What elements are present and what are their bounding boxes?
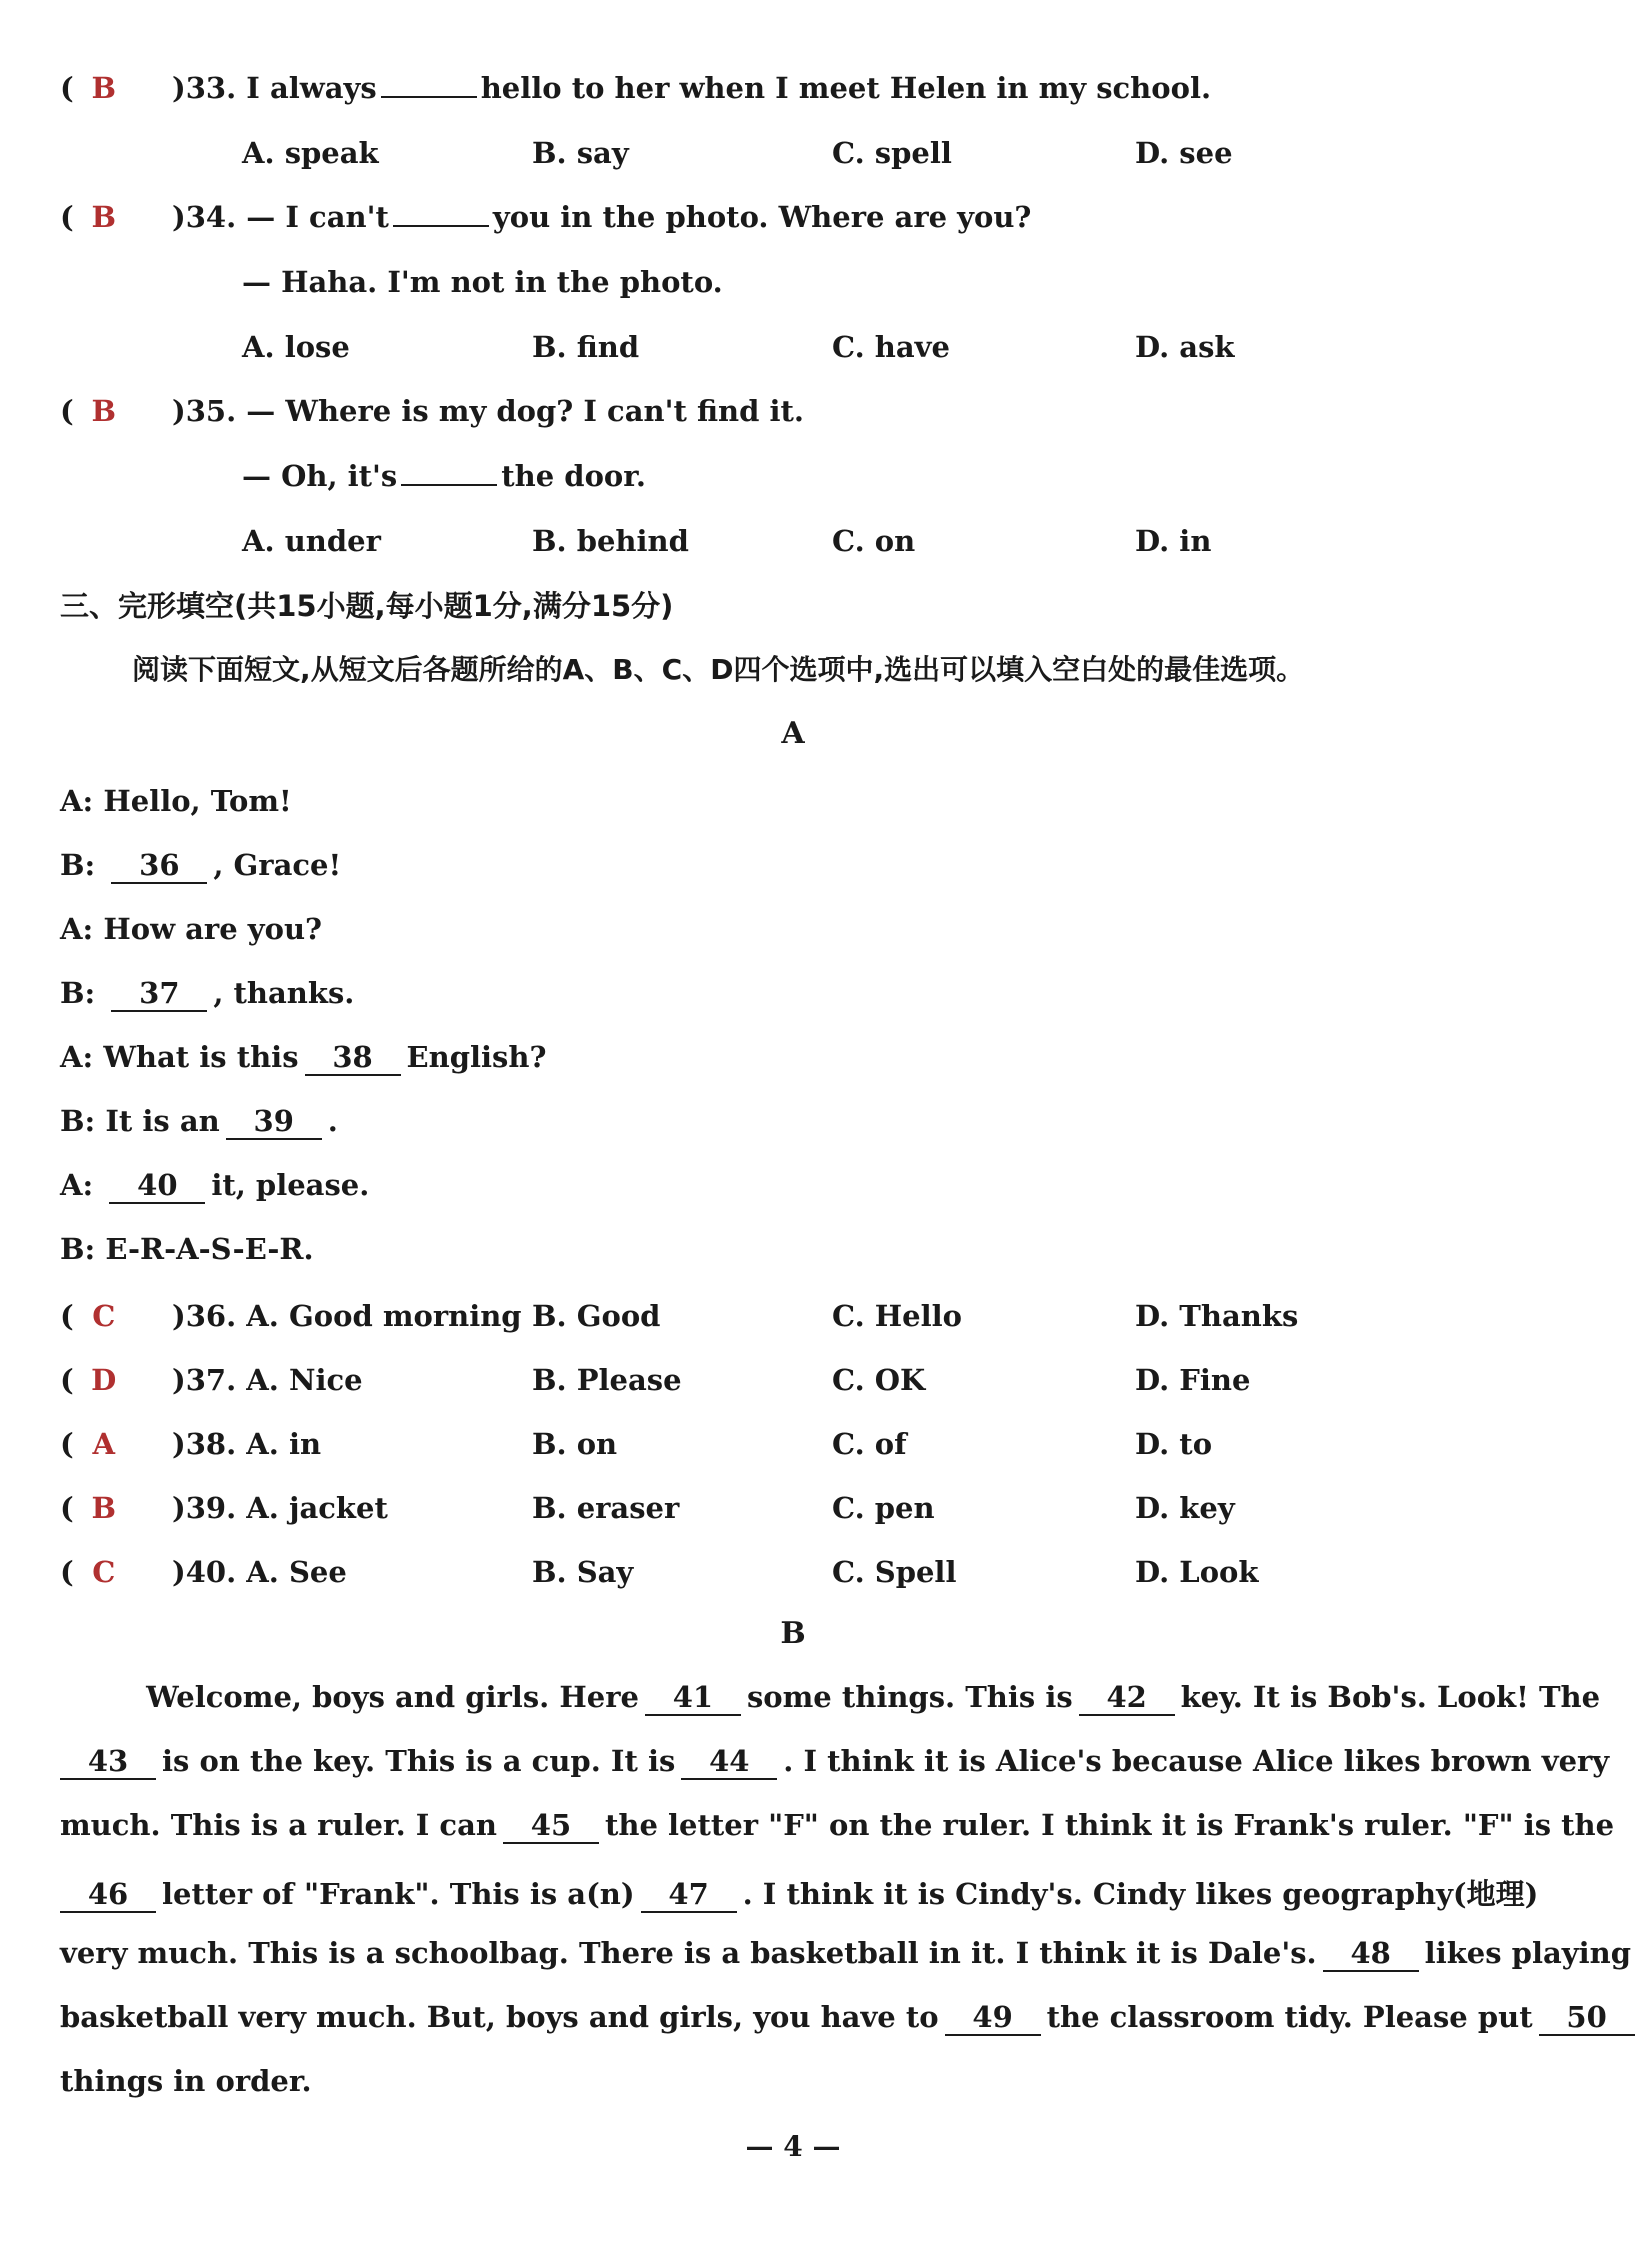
dialogue-text: , thanks. [213,976,355,1010]
option-c: C. on [832,524,916,558]
passage-text: the classroom tidy. Please put [1046,2000,1533,2034]
paren: ( [60,1299,74,1333]
option-a: A. in [246,1427,322,1461]
blank-45: 45 [503,1808,599,1844]
question-number: )34. [172,200,237,234]
blank-46: 46 [60,1877,156,1913]
blank-50: 50 [1539,2000,1635,2036]
passage-text: . I think it is Alice's because Alice likes brown very [783,1744,1610,1778]
passage-line [60,2000,1607,2036]
dialogue-line [60,784,292,818]
blank-41: 41 [645,1680,741,1716]
option-a: A. under [242,524,381,558]
option-b: B. find [532,330,640,364]
option-a: A. Good morning [246,1299,522,1333]
dialogue-line [60,1168,369,1204]
question-text: you in the photo. Where are you? [492,200,1032,234]
answer-blank [393,225,489,227]
blank-47: 47 [641,1877,737,1913]
option-a: A. Nice [246,1363,363,1397]
option-c: C. of [832,1427,907,1461]
passage-text: things in order. [60,2064,312,2098]
speaker: A: [60,1040,94,1074]
option-d: D. Look [1135,1555,1259,1589]
dialogue-reply: — Haha. I'm not in the photo. [242,265,723,299]
option-d: D. Fine [1135,1363,1251,1397]
section-title: 三、完形填空(共15小题,每小题1分,满分15分) [60,589,674,623]
passage-text: likes playing [1424,1936,1631,1970]
question-number: )37. [172,1363,237,1397]
dialogue-line [60,1104,338,1140]
passage-text: the letter "F" on the ruler. I think it is Frank's ruler. "F" is the [604,1808,1615,1842]
option-d: D. see [1135,136,1233,170]
paren: ( [60,200,74,234]
paren: ( [60,1427,74,1461]
question-number: )38. [172,1427,237,1461]
option-b: B. behind [532,524,689,558]
passage-line [60,1680,1601,1716]
speaker: B: [60,976,96,1010]
question-number: )36. [172,1299,237,1333]
passage-text: Welcome, boys and girls. Here [136,1680,639,1714]
question-number: )39. [172,1491,237,1525]
answer-mark: D [91,1363,117,1397]
dialogue-text: How are you? [103,912,323,946]
option-c: C. OK [832,1363,926,1397]
answer-mark: C [92,1299,116,1333]
blank-38: 38 [305,1040,401,1076]
passage-line [60,1808,1615,1844]
dialogue-line [60,848,341,884]
passage-text: is on the key. This is a cup. It is [162,1744,676,1778]
option-b: B. Please [532,1363,682,1397]
paren: ( [60,394,74,428]
dialogue-line [60,976,354,1012]
passage-a-heading: A [781,716,805,751]
dialogue-reply: the door. [501,459,646,493]
blank-40: 40 [109,1168,205,1204]
question-text: hello to her when I meet Helen in my school. [480,71,1212,105]
option-d: D. in [1135,524,1212,558]
passage-text: very much. This is a schoolbag. There is a basketball in it. I think it is Dale's. [60,1936,1317,1970]
answer-mark: B [91,1491,116,1525]
dialogue-text: it, please. [211,1168,370,1202]
speaker: A: [60,784,94,818]
dialogue-text: Hello, Tom! [103,784,292,818]
option-d: D. to [1135,1427,1213,1461]
passage-text: some things. This is [746,1680,1073,1714]
blank-44: 44 [681,1744,777,1780]
dialogue-line [60,912,322,946]
paren: ( [60,71,74,105]
blank-48: 48 [1323,1936,1419,1972]
option-b: B. say [532,136,629,170]
passage-text: much. This is a ruler. I can [60,1808,497,1842]
blank-39: 39 [226,1104,322,1140]
option-b: B. Good [532,1299,661,1333]
blank-36: 36 [111,848,207,884]
question-text: — Where is my dog? I can't find it. [246,394,804,428]
passage-line [60,2064,1426,2098]
passage-text: basketball very much. But, boys and girls, you have to [60,2000,939,2034]
question-text: — I can't [246,200,389,234]
question-number: )40. [172,1555,237,1589]
option-a: A. speak [242,136,379,170]
dialogue-reply: — Oh, it's [242,459,398,493]
answer-blank [401,484,497,486]
speaker: B: [60,1232,96,1266]
question-text: I always [246,71,377,105]
dialogue-text: . [327,1104,338,1138]
dialogue-line [60,1040,546,1076]
passage-b-heading: B [780,1616,806,1651]
dialogue-text: It is an [105,1104,220,1138]
option-c: C. Spell [832,1555,957,1589]
option-b: B. on [532,1427,618,1461]
option-a: A. jacket [246,1491,388,1525]
dialogue-line [60,1232,314,1266]
speaker: B: [60,848,96,882]
paren: ( [60,1363,74,1397]
page-number: — 4 — [745,2130,841,2163]
paren: ( [60,1491,74,1525]
dialogue-text: English? [406,1040,547,1074]
answer-mark: B [91,71,116,105]
passage-text: letter of "Frank". This is a(n) [162,1877,635,1911]
section-instruction: 阅读下面短文,从短文后各题所给的A、B、C、D四个选项中,选出可以填入空白处的最佳选项。 [132,653,1305,686]
answer-mark: B [91,394,116,428]
blank-49: 49 [945,2000,1041,2036]
option-a: A. lose [242,330,350,364]
dialogue-text: What is this [103,1040,299,1074]
answer-mark: B [91,200,116,234]
passage-line [60,1744,1610,1780]
speaker: A: [60,1168,94,1202]
option-c: C. pen [832,1491,935,1525]
passage-line [60,1936,1631,1972]
option-c: C. Hello [832,1299,962,1333]
dialogue-text: , Grace! [213,848,342,882]
option-a: A. See [246,1555,347,1589]
passage-text: key. It is Bob's. Look! The [1180,1680,1601,1714]
paren: ( [60,1555,74,1589]
passage-text: . I think it is Cindy's. Cindy likes geography(地理) [742,1877,1539,1911]
question-number: )33. [172,71,237,105]
answer-blank [381,96,477,98]
blank-37: 37 [111,976,207,1012]
blank-42: 42 [1079,1680,1175,1716]
option-d: D. Thanks [1135,1299,1299,1333]
passage-line [60,1872,1539,1913]
option-d: D. key [1135,1491,1235,1525]
question-number: )35. [172,394,237,428]
speaker: B: [60,1104,96,1138]
option-d: D. ask [1135,330,1235,364]
answer-mark: C [92,1555,116,1589]
option-b: B. Say [532,1555,634,1589]
dialogue-text: E-R-A-S-E-R. [105,1232,314,1266]
option-b: B. eraser [532,1491,680,1525]
blank-43: 43 [60,1744,156,1780]
speaker: A: [60,912,94,946]
answer-mark: A [92,1427,115,1461]
option-c: C. have [832,330,950,364]
option-c: C. spell [832,136,952,170]
